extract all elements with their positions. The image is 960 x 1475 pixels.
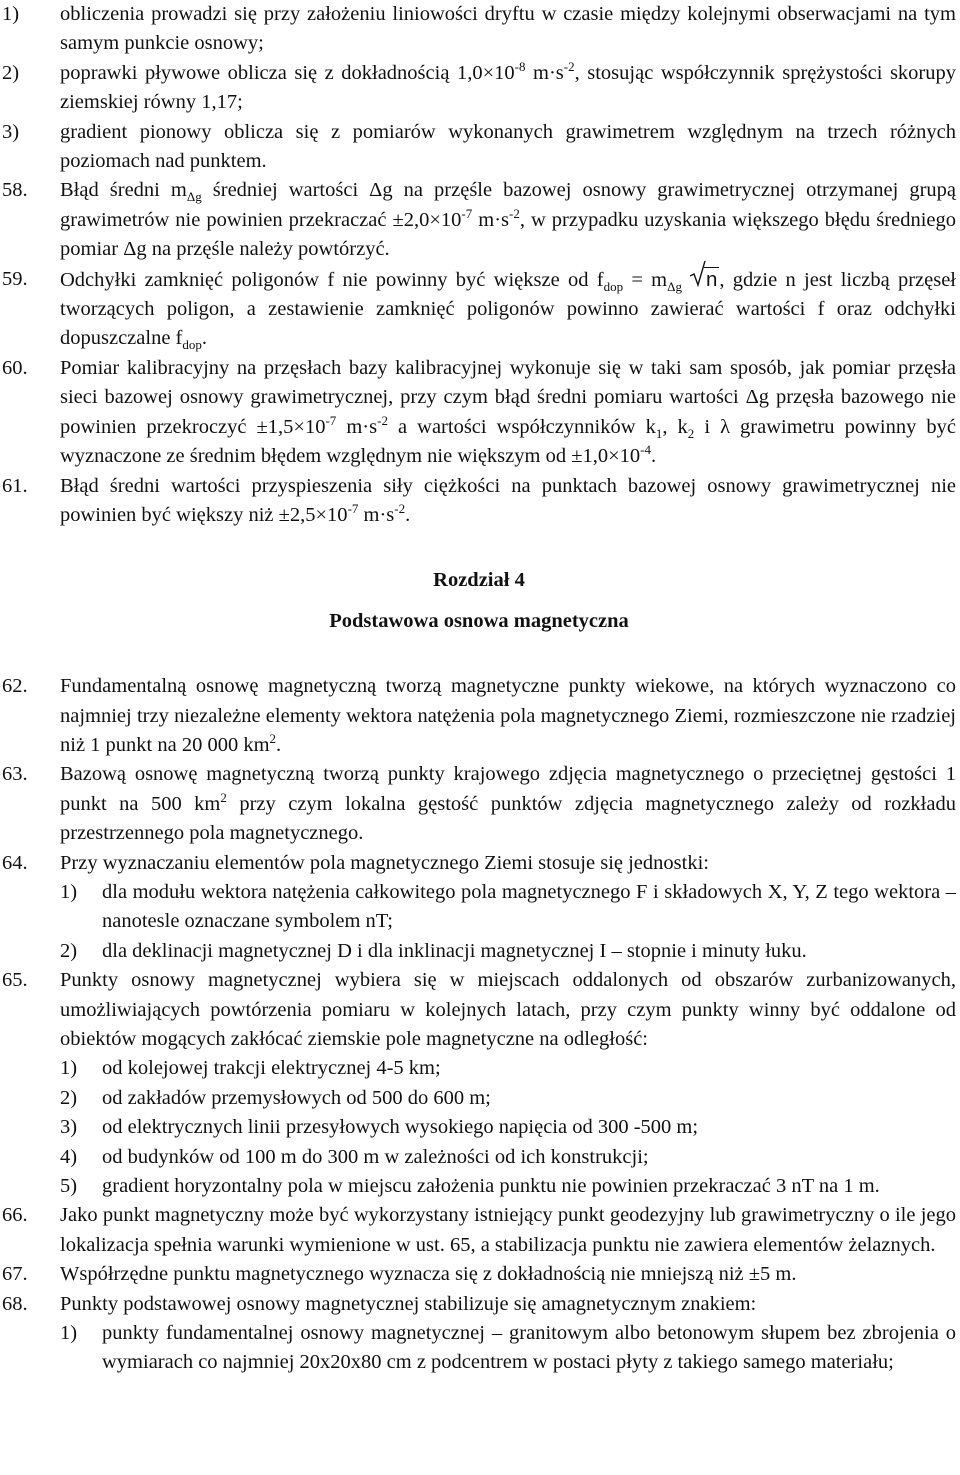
paragraph-text: Przy wyznaczaniu elementów pola magnetycznego Ziemi stosuje się jednostki: xyxy=(60,851,709,874)
list-item-text: od elektrycznych linii przesyłowych wysokiego napięcia od 300 -500 m; xyxy=(102,1116,699,1139)
paragraph-number: 64. xyxy=(2,851,28,874)
paragraph-number: 60. xyxy=(2,356,28,379)
paragraph-text: Jako punkt magnetyczny może być wykorzystany istniejący punkt geodezyjny lub grawimetryczny o ile jego lokalizacja spełnia warunki wymienione w ust. 65, a stabilizacja punktu nie zawiera elementów żelaznych. xyxy=(60,1204,956,1256)
list-item-text: gradient horyzontalny pola w miejscu założenia punktu nie powinien przekraczać 3 nT na 1 m. xyxy=(102,1175,880,1198)
list-item xyxy=(2,878,956,937)
list-item xyxy=(2,1054,956,1083)
list-item-number: 2) xyxy=(2,61,20,84)
paragraph-text: Punkty osnowy magnetycznej wybiera się w miejscach oddalonych od obszarów zurbanizowanych, umożliwiających powtórzenia pomiaru w kolejnych latach, przy czym punkty winny być oddalone od obiektów mogących zakłócać ziemskie pole magnetyczne na odległość: xyxy=(60,969,956,1050)
list-item-text: od kolejowej trakcji elektrycznej 4-5 km; xyxy=(102,1057,441,1080)
paragraph-62 xyxy=(2,672,956,760)
list-item-number: 1) xyxy=(2,3,20,25)
paragraph-59 xyxy=(2,265,956,354)
list-item xyxy=(2,118,956,177)
paragraph-63 xyxy=(2,760,956,848)
paragraph-68 xyxy=(2,1290,956,1319)
paragraph-text: Bazową osnowę magnetyczną tworzą punkty krajowego zdjęcia magnetycznego o przeciętnej gęstości 1 punkt na 500 $km^2$ przy czym lokalna gęstość punktów zdjęcia magnetycznego zależy od rozkładu przestrzennego pola magnetycznego. xyxy=(60,763,956,845)
paragraph-58 xyxy=(2,176,956,264)
list-item-number: 1) xyxy=(60,1057,78,1080)
paragraph-text: Błąd średni wartości przyspieszenia siły ciężkości na punktach bazowej osnowy grawimetrycznej nie powinien być większy niż $\pm 2,5\times 10^{-7}$ $m\cdot s^{-2}$. xyxy=(60,474,956,526)
paragraph-text: Współrzędne punktu magnetycznego wyznacza się z dokładnością nie mniejszą niż ±5 m. xyxy=(60,1263,797,1286)
list-item-number: 3) xyxy=(60,1116,78,1139)
spacer xyxy=(2,636,956,672)
list-item xyxy=(2,59,956,118)
paragraph-text: Pomiar kalibracyjny na przęsłach bazy kalibracyjnej wykonuje się w taki sam sposób, jak pomiar przęsła sieci bazowej osnowy grawimetrycznej, przy czym błąd średni pomiaru wartości Δg przęsła bazowego nie powinien przekroczyć $\pm 1,5\times 10^{-7}$ $m\cdot s^{-2}$ a wartości współczynników $k_1$, $k_2$ i λ grawimetru powinny być wyznaczone ze średnim błędem względnym nie większym od $\pm 1,0\times 10^{-4}$. xyxy=(60,356,956,468)
list-item xyxy=(2,1113,956,1142)
paragraph-text: Punkty podstawowej osnowy magnetycznej stabilizuje się amagnetycznym znakiem: xyxy=(60,1292,757,1315)
paragraph-67 xyxy=(2,1260,956,1289)
list-item-number: 5) xyxy=(60,1175,78,1198)
list-item xyxy=(2,1143,956,1172)
paragraph-number: 68. xyxy=(2,1292,28,1315)
list-item-text: gradient pionowy oblicza się z pomiarów wykonanych grawimetrem względnym na trzech różnych poziomach nad punktem. xyxy=(60,120,956,173)
spacer xyxy=(2,530,956,566)
chapter-subtitle: Podstawowa osnowa magnetyczna xyxy=(329,609,629,632)
list-item-number: 1) xyxy=(60,1322,78,1345)
list-item xyxy=(2,1319,956,1378)
chapter-title: Rozdział 4 xyxy=(433,569,525,592)
paragraph-number: 67. xyxy=(2,1263,28,1286)
list-item xyxy=(2,0,956,59)
list-item-text: od zakładów przemysłowych od 500 do 600 m; xyxy=(102,1086,491,1109)
list-item-text: dla deklinacji magnetycznej D i dla inklinacji magnetycznej I – stopnie i minuty łuku. xyxy=(102,939,807,962)
paragraph-61 xyxy=(2,472,956,531)
list-item-number: 2) xyxy=(60,939,78,962)
paragraph-65 xyxy=(2,966,956,1054)
list-item-text: punkty fundamentalnej osnowy magnetycznej – granitowym albo betonowym słupem bez zbrojenia o wymiarach co najmniej 20x20x80 cm z podcentrem w postaci płyty z takiego samego materiału; xyxy=(102,1322,956,1374)
paragraph-number: 62. xyxy=(2,675,28,698)
paragraph-number: 63. xyxy=(2,763,28,786)
paragraph-text: Błąd średni $m_{\Delta g}$ średniej wartości Δg na przęśle bazowej osnowy grawimetrycznej otrzymanej grupą grawimetrów nie powinien przekraczać $\pm 2,0\times 10^{-7}$ $m\cdot s^{-2}$, w przypadku uzyskania większego błędu średniego pomiar Δg na przęśle należy powtórzyć. xyxy=(60,179,957,261)
paragraph-number: 59. xyxy=(2,267,28,290)
paragraph-number: 66. xyxy=(2,1204,28,1227)
paragraph-64 xyxy=(2,849,956,878)
list-item-number: 1) xyxy=(60,880,78,903)
paragraph-number: 61. xyxy=(2,474,28,497)
paragraph-66 xyxy=(2,1201,956,1260)
list-item-number: 4) xyxy=(60,1145,78,1168)
paragraph-text: Fundamentalną osnowę magnetyczną tworzą magnetyczne punkty wiekowe, na których wyznaczono co najmniej trzy niezależne elementy wektora natężenia pola magnetycznego Ziemi, rozmieszczone nie rzadziej niż 1 punkt na 20 000 $km^2$. xyxy=(60,675,956,756)
list-item-text: od budynków od 100 m do 300 m w zależności od ich konstrukcji; xyxy=(102,1145,649,1168)
list-item-number: 2) xyxy=(60,1086,78,1109)
list-item xyxy=(2,937,956,966)
list-item xyxy=(2,1172,956,1201)
paragraph-60 xyxy=(2,354,956,472)
paragraph-number: 58. xyxy=(2,179,28,202)
list-item-text: obliczenia prowadzi się przy założeniu liniowości dryftu w czasie między kolejnymi obserwacjami na tym samym punkcie osnowy; xyxy=(60,3,956,55)
paragraph-number: 65. xyxy=(2,969,28,992)
list-item xyxy=(2,1084,956,1113)
list-item-text: dla modułu wektora natężenia całkowitego pola magnetycznego F i składowych X, Y, Z tego wektora – nanotesle oznaczane symbolem nT; xyxy=(102,880,956,933)
list-item-text: poprawki pływowe oblicza się z dokładnością $1,0\times 10^{-8}$ $m\cdot s^{-2}$, stosując współczynnik sprężystości skorupy ziemskiej równy 1,17; xyxy=(60,58,956,114)
paragraph-text: Odchyłki zamknięć poligonów f nie powinny być większe od $f_{dop} = m_{\Delta g}$ n, gdzie n jest liczbą przęseł tworzących poligon, a zestawienie zamknięć poligonów powinno zawierać wartości f oraz odchyłki dopuszczalne $f_{dop}$. xyxy=(60,265,956,354)
list-item-number: 3) xyxy=(2,120,20,143)
square-root-symbol: n xyxy=(690,265,719,294)
